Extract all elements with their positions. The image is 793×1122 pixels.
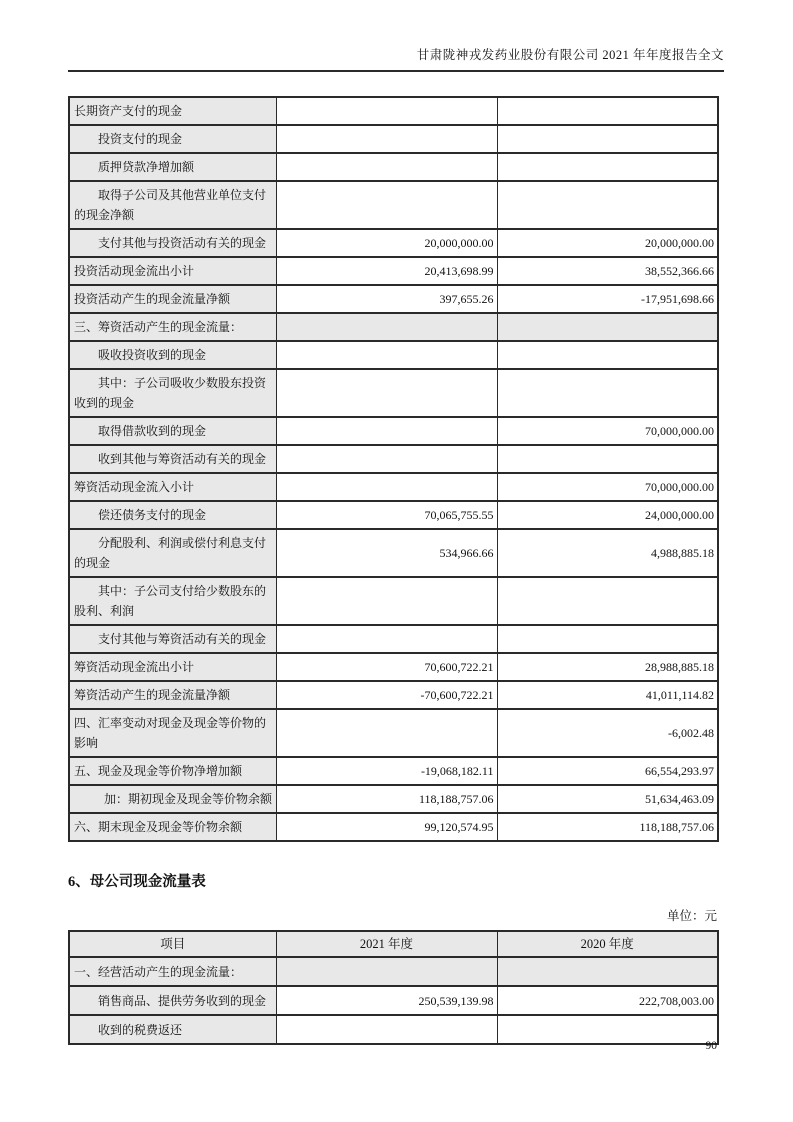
value-2020 (497, 97, 718, 125)
cash-flow-table-body (69, 97, 718, 841)
value-2021: 70,600,722.21 (276, 653, 497, 681)
row-label: 四、汇率变动对现金及现金等价物的影响 (69, 709, 276, 757)
table-row (69, 257, 718, 285)
value-2020: 51,634,463.09 (497, 785, 718, 813)
row-label: 投资支付的现金 (69, 125, 276, 153)
value-2021 (276, 125, 497, 153)
table-row (69, 709, 718, 757)
value-2020 (497, 625, 718, 653)
unit-label: 单位：元 (666, 909, 717, 923)
row-label: 收到的税费返还 (69, 1015, 276, 1044)
section-heading: 6、母公司现金流量表 (68, 874, 206, 890)
value-2020: 118,188,757.06 (497, 813, 718, 841)
page-content (68, 47, 724, 1045)
value-2020 (497, 957, 718, 986)
value-2021: 118,188,757.06 (276, 785, 497, 813)
value-2021: -19,068,182.11 (276, 757, 497, 785)
table-row (69, 813, 718, 841)
table-row (69, 986, 718, 1015)
row-label: 筹资活动产生的现金流量净额 (69, 681, 276, 709)
table-row (69, 445, 718, 473)
value-2021: 534,966.66 (276, 529, 497, 577)
value-2020: 222,708,003.00 (497, 986, 718, 1015)
value-2020: 41,011,114.82 (497, 681, 718, 709)
table-row (69, 785, 718, 813)
table-row (69, 97, 718, 125)
row-label: 销售商品、提供劳务收到的现金 (69, 986, 276, 1015)
value-2021 (276, 97, 497, 125)
value-2020: 70,000,000.00 (497, 473, 718, 501)
value-2020: 24,000,000.00 (497, 501, 718, 529)
row-label: 三、筹资活动产生的现金流量： (69, 313, 276, 341)
row-label: 其中：子公司吸收少数股东投资收到的现金 (69, 369, 276, 417)
table-row (69, 369, 718, 417)
value-2021: 20,413,698.99 (276, 257, 497, 285)
row-label: 取得借款收到的现金 (69, 417, 276, 445)
value-2020: 66,554,293.97 (497, 757, 718, 785)
table-row (69, 285, 718, 313)
value-2021 (276, 417, 497, 445)
cash-flow-table-continued (68, 96, 719, 842)
row-label: 筹资活动现金流出小计 (69, 653, 276, 681)
value-2021 (276, 957, 497, 986)
row-label: 取得子公司及其他营业单位支付的现金净额 (69, 181, 276, 229)
header-row (69, 931, 718, 957)
header-2021: 2021 年度 (276, 931, 497, 957)
row-label: 吸收投资收到的现金 (69, 341, 276, 369)
value-2020 (497, 153, 718, 181)
value-2020: -6,002.48 (497, 709, 718, 757)
value-2020: 38,552,366.66 (497, 257, 718, 285)
row-label: 投资活动现金流出小计 (69, 257, 276, 285)
value-2021 (276, 625, 497, 653)
value-2020: 28,988,885.18 (497, 653, 718, 681)
row-label: 质押贷款净增加额 (69, 153, 276, 181)
row-label: 支付其他与投资活动有关的现金 (69, 229, 276, 257)
value-2021 (276, 181, 497, 229)
value-2020 (497, 125, 718, 153)
row-label: 其中：子公司支付给少数股东的股利、利润 (69, 577, 276, 625)
value-2020 (497, 369, 718, 417)
section-row (69, 313, 718, 341)
table-row (69, 625, 718, 653)
table-row (69, 681, 718, 709)
row-label: 一、经营活动产生的现金流量： (69, 957, 276, 986)
parent-table-body (69, 957, 718, 1044)
value-2021: 20,000,000.00 (276, 229, 497, 257)
row-label: 支付其他与筹资活动有关的现金 (69, 625, 276, 653)
value-2021 (276, 313, 497, 341)
parent-company-cash-flow-table (68, 930, 719, 1045)
value-2021: 99,120,574.95 (276, 813, 497, 841)
value-2021 (276, 709, 497, 757)
table-row (69, 125, 718, 153)
row-label: 五、现金及现金等价物净增加额 (69, 757, 276, 785)
header-item: 项目 (69, 931, 276, 957)
row-label: 六、期末现金及现金等价物余额 (69, 813, 276, 841)
header-2020: 2020 年度 (497, 931, 718, 957)
row-label: 收到其他与筹资活动有关的现金 (69, 445, 276, 473)
parent-table-head (69, 931, 718, 957)
row-label: 筹资活动现金流入小计 (69, 473, 276, 501)
row-label: 偿还债务支付的现金 (69, 501, 276, 529)
table-row (69, 501, 718, 529)
value-2020 (497, 181, 718, 229)
table-row (69, 653, 718, 681)
value-2021 (276, 473, 497, 501)
value-2021 (276, 445, 497, 473)
row-label: 加：期初现金及现金等价物余额 (69, 785, 276, 813)
table-row (69, 153, 718, 181)
value-2021 (276, 341, 497, 369)
table-row (69, 529, 718, 577)
value-2021: 250,539,139.98 (276, 986, 497, 1015)
value-2021: -70,600,722.21 (276, 681, 497, 709)
report-header: 甘肃陇神戎发药业股份有限公司 2021 年年度报告全文 (68, 47, 724, 72)
value-2021 (276, 369, 497, 417)
value-2020: 20,000,000.00 (497, 229, 718, 257)
row-label: 投资活动产生的现金流量净额 (69, 285, 276, 313)
page-number: 90 (705, 1040, 717, 1052)
value-2021 (276, 577, 497, 625)
value-2020 (497, 341, 718, 369)
value-2020 (497, 445, 718, 473)
value-2020 (497, 313, 718, 341)
value-2021: 397,655.26 (276, 285, 497, 313)
table-row (69, 181, 718, 229)
table-row (69, 577, 718, 625)
value-2021: 70,065,755.55 (276, 501, 497, 529)
table-row (69, 341, 718, 369)
value-2021 (276, 153, 497, 181)
value-2020 (497, 577, 718, 625)
table-row (69, 473, 718, 501)
value-2020: 70,000,000.00 (497, 417, 718, 445)
table-row (69, 757, 718, 785)
row-label: 分配股利、利润或偿付利息支付的现金 (69, 529, 276, 577)
table-row (69, 417, 718, 445)
section-row (69, 957, 718, 986)
table-row (69, 229, 718, 257)
value-2020: -17,951,698.66 (497, 285, 718, 313)
row-label: 长期资产支付的现金 (69, 97, 276, 125)
value-2020: 4,988,885.18 (497, 529, 718, 577)
